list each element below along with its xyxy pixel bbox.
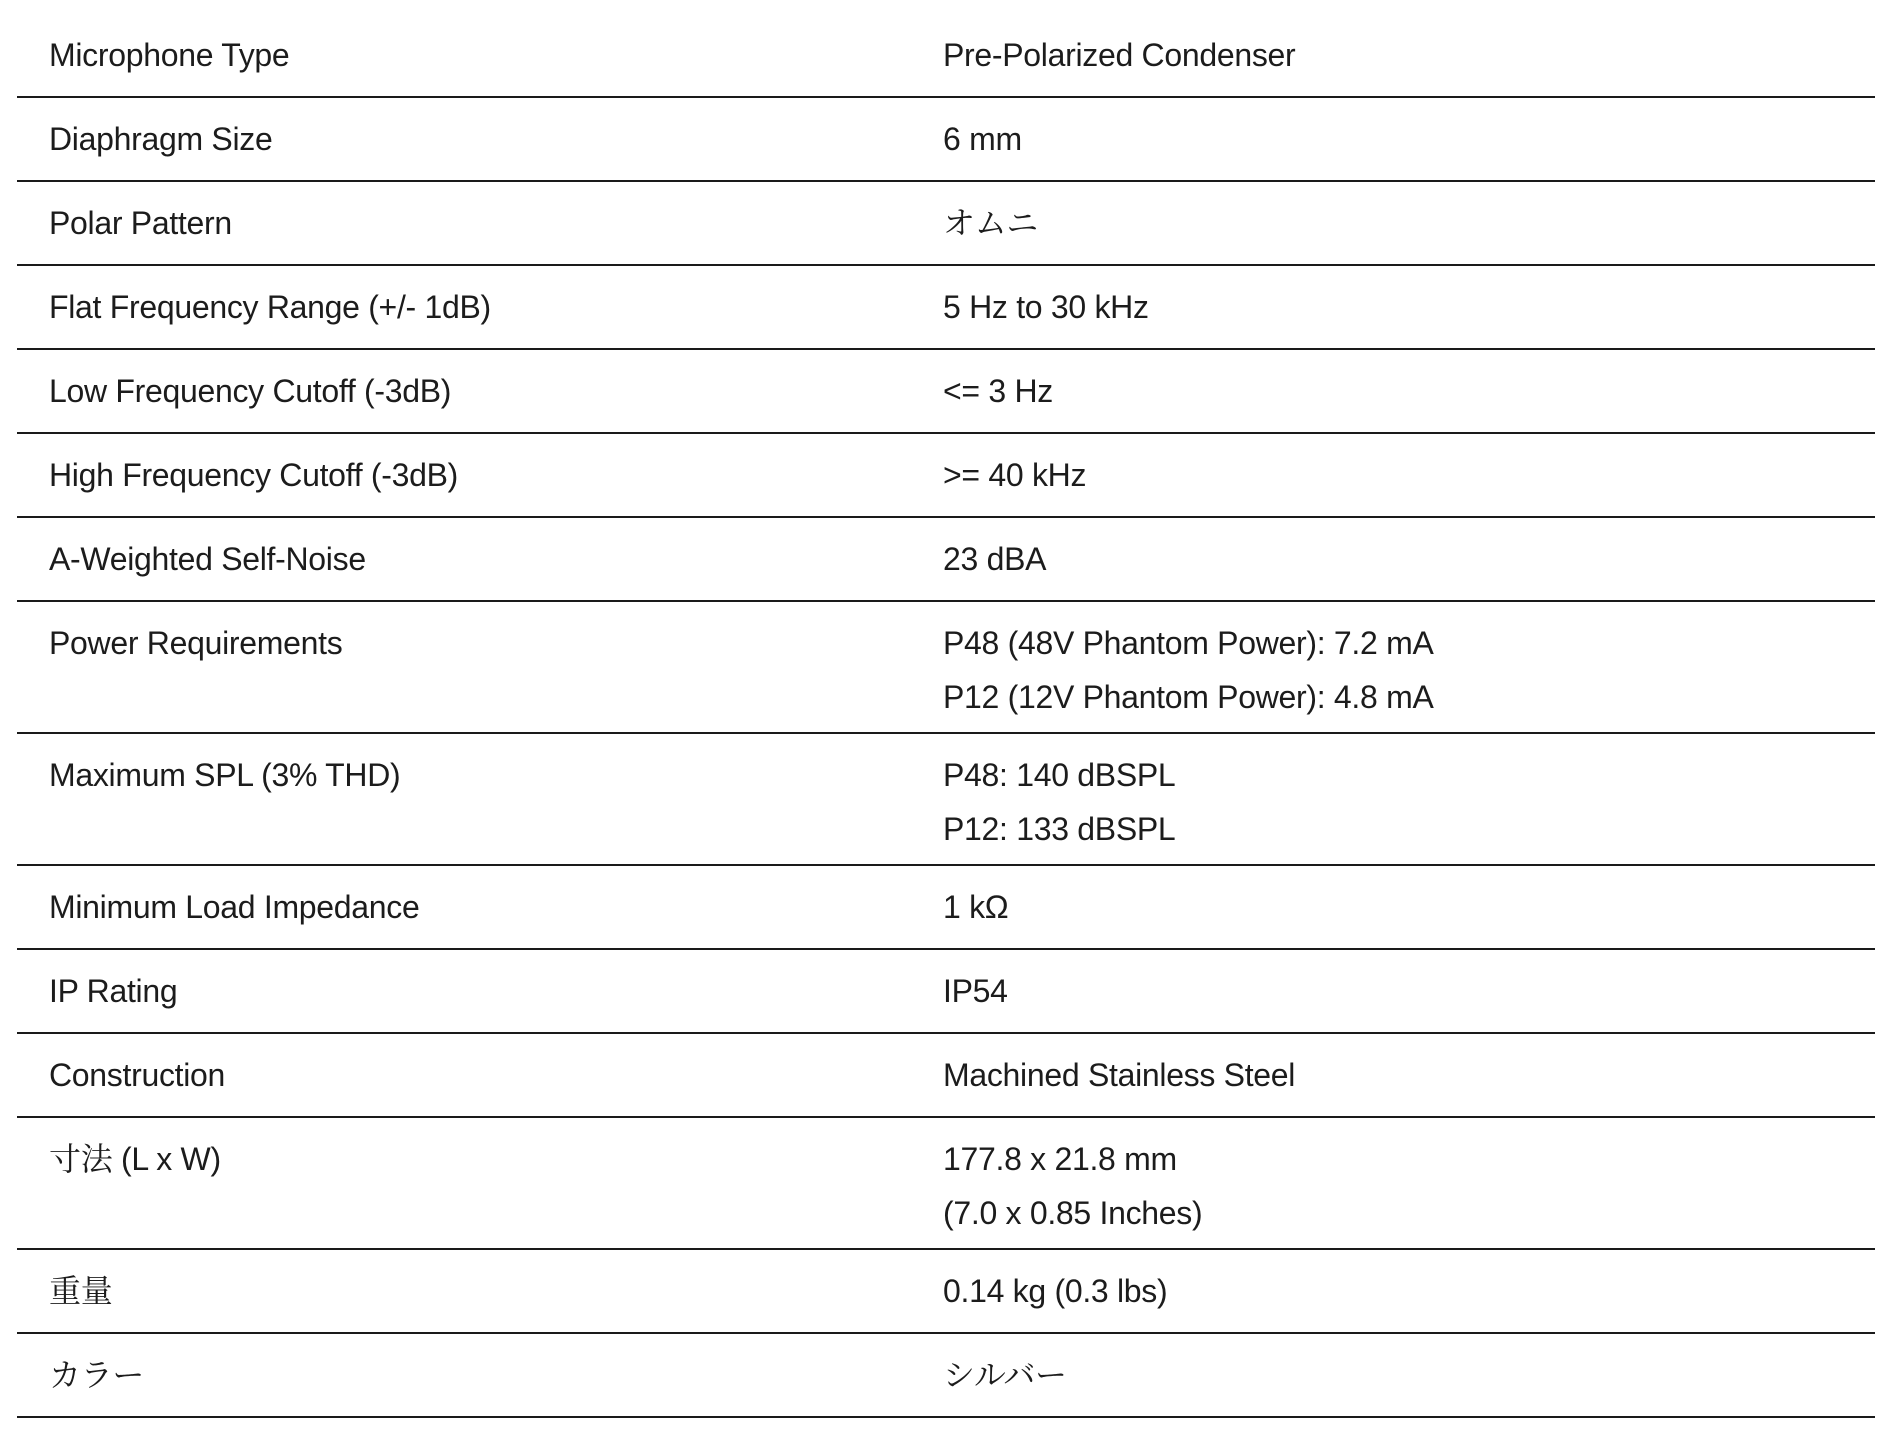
- spec-label: A-Weighted Self-Noise: [17, 517, 943, 601]
- spec-label: IP Rating: [17, 949, 943, 1033]
- spec-row-flat-frequency-range: [17, 265, 1875, 349]
- spec-value: [943, 181, 1875, 265]
- spec-value: [943, 1033, 1875, 1117]
- spec-label: Minimum Load Impedance: [17, 865, 943, 949]
- spec-value-line: シルバー: [943, 1357, 1067, 1393]
- spec-row-maximum-spl: [17, 733, 1875, 865]
- spec-row-minimum-load-impedance: [17, 865, 1875, 949]
- spec-value-line: 5 Hz to 30 kHz: [943, 289, 1149, 325]
- spec-value: [943, 865, 1875, 949]
- spec-value: [943, 1333, 1875, 1417]
- spec-label: Diaphragm Size: [17, 97, 943, 181]
- spec-label: Construction: [17, 1033, 943, 1117]
- spec-value-line: IP54: [943, 973, 1008, 1009]
- spec-value-line: オムニ: [943, 205, 1039, 241]
- spec-value: [943, 1249, 1875, 1333]
- spec-label: High Frequency Cutoff (-3dB): [17, 433, 943, 517]
- spec-row-diaphragm-size: [17, 97, 1875, 181]
- spec-value: [943, 349, 1875, 433]
- spec-value-line: 0.14 kg (0.3 lbs): [943, 1273, 1168, 1309]
- spec-row-low-frequency-cutoff: [17, 349, 1875, 433]
- spec-row-microphone-type: [17, 14, 1875, 97]
- spec-row-high-frequency-cutoff: [17, 433, 1875, 517]
- spec-table-body: [17, 14, 1875, 1417]
- spec-value: [943, 517, 1875, 601]
- spec-value-line: Pre-Polarized Condenser: [943, 37, 1296, 73]
- spec-row-power-requirements: [17, 601, 1875, 733]
- spec-value-line: 177.8 x 21.8 mm: [943, 1141, 1177, 1177]
- spec-value-line: 6 mm: [943, 121, 1022, 157]
- spec-value: [943, 97, 1875, 181]
- spec-value-line: >= 40 kHz: [943, 457, 1087, 493]
- spec-label: カラー: [17, 1333, 943, 1417]
- spec-value: [943, 433, 1875, 517]
- spec-value-line: (7.0 x 0.85 Inches): [943, 1195, 1203, 1231]
- spec-row-self-noise: [17, 517, 1875, 601]
- spec-label: Power Requirements: [17, 601, 943, 733]
- spec-label: Polar Pattern: [17, 181, 943, 265]
- spec-value: [943, 949, 1875, 1033]
- spec-label: Flat Frequency Range (+/- 1dB): [17, 265, 943, 349]
- spec-value-line: 1 kΩ: [943, 889, 1009, 925]
- spec-value: [943, 733, 1875, 865]
- spec-row-weight: [17, 1249, 1875, 1333]
- spec-row-color: [17, 1333, 1875, 1417]
- spec-value: [943, 601, 1875, 733]
- spec-row-construction: [17, 1033, 1875, 1117]
- spec-value: [943, 14, 1875, 97]
- spec-value: [943, 1117, 1875, 1249]
- spec-label: Maximum SPL (3% THD): [17, 733, 943, 865]
- spec-row-polar-pattern: [17, 181, 1875, 265]
- spec-label: 重量: [17, 1249, 943, 1333]
- spec-value-line: 23 dBA: [943, 541, 1047, 577]
- spec-value-line: P48 (48V Phantom Power): 7.2 mA: [943, 625, 1434, 661]
- spec-label: Microphone Type: [17, 14, 943, 97]
- spec-value: [943, 265, 1875, 349]
- spec-label: Low Frequency Cutoff (-3dB): [17, 349, 943, 433]
- spec-row-dimensions: [17, 1117, 1875, 1249]
- spec-table: [17, 14, 1875, 1418]
- spec-value-line: <= 3 Hz: [943, 373, 1053, 409]
- spec-value-line: P12 (12V Phantom Power): 4.8 mA: [943, 679, 1434, 715]
- spec-value-line: P12: 133 dBSPL: [943, 811, 1176, 847]
- spec-value-line: Machined Stainless Steel: [943, 1057, 1296, 1093]
- spec-row-ip-rating: [17, 949, 1875, 1033]
- spec-value-line: P48: 140 dBSPL: [943, 757, 1176, 793]
- spec-label: 寸法 (L x W): [17, 1117, 943, 1249]
